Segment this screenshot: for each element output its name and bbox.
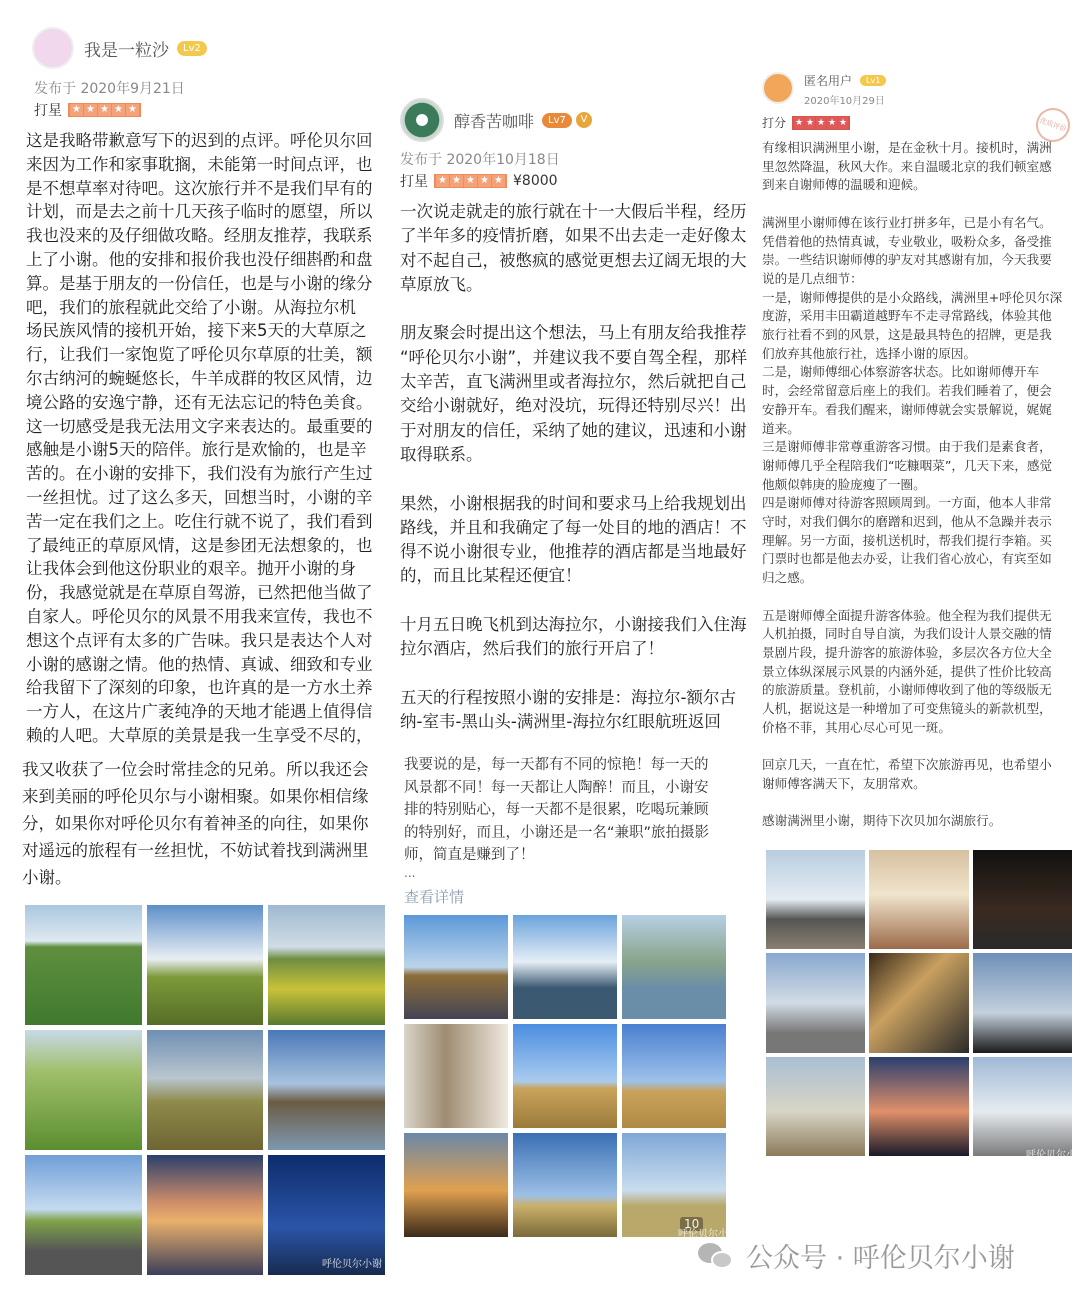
text-line: 谢师傅几乎全程陪我们“吃糠咽菜”，几天下来，感觉 (762, 457, 1053, 473)
review-body (762, 139, 1062, 831)
text-line: 想这个点评有太多的广告味。我只是表达个人对 (26, 630, 373, 650)
text-line: 一是，谢师傅提供的是小众路线，满洲里+呼伦贝尔深 (762, 289, 1063, 305)
user-avatar[interactable] (400, 98, 444, 142)
footer-label: 公众号 · 呼伦贝尔小谢 (746, 1243, 1015, 1274)
text-line: 门票时也都是他去办妥，让我们省心放心，有宾至如 (762, 551, 1052, 567)
text-line: 说的是几点细节： (762, 270, 863, 286)
text-line: 价格不菲，其用心尽心可见一斑。 (762, 719, 951, 735)
review-photo[interactable] (513, 1133, 617, 1237)
review-photo[interactable] (513, 1024, 617, 1128)
photo-grid (25, 905, 385, 1275)
post-date: 发布于 2020年9月21日 (34, 81, 185, 97)
text-line: 果然，小谢根据我的时间和要求马上给我规划出 (400, 493, 747, 513)
text-line: “呼伦贝尔小谢”，并建议我不要自驾全程，那样 (400, 347, 748, 367)
review-photo[interactable] (622, 1133, 726, 1237)
user-name[interactable]: 醇香苦咖啡 (454, 111, 535, 131)
review-card-3 (758, 68, 1078, 1176)
text-line: 计划，而是去之前十几天孩子临时的愿望，所以 (26, 202, 373, 222)
review-photo[interactable] (622, 1024, 726, 1128)
text-line: 满洲里小谢师傅在该行业打拼多年，已是小有名气。 (762, 214, 1052, 230)
review-photo[interactable] (268, 1030, 385, 1150)
text-line: 度游，采用丰田霸道越野车不走寻常路线，体验其他 (762, 308, 1052, 324)
text-line: 一次说走就走的旅行就在十一大假后半程，经历 (400, 202, 747, 221)
text-line: 五天的行程按照小谢的安排是：海拉尔-额尔古 (400, 687, 736, 707)
text-line: 一丝担忧。过了这么多天，回想当时，小谢的辛 (26, 487, 373, 507)
text-line: 我要说的是，每一天都有不同的惊艳！每一天的 (404, 757, 709, 773)
post-date: 发布于 2020年10月18日 (400, 152, 560, 168)
view-details-link[interactable]: 查看详情 (404, 888, 465, 906)
text-line: 他颇似韩庚的脸庞瘦了一圈。 (762, 476, 926, 492)
review-photo[interactable] (147, 1155, 264, 1275)
text-line: 纳-室韦-黑山头-满洲里-海拉尔红眼航班返回 (400, 712, 721, 732)
text-line: 路线，并且和我确定了每一处目的地的酒店！不 (400, 517, 747, 537)
verified-icon: V (576, 112, 592, 128)
text-line: 这一切感受是我无法用文字来表达的。最重要的 (26, 416, 373, 436)
review-photo[interactable] (25, 1155, 142, 1275)
user-avatar[interactable] (32, 27, 74, 69)
text-line: 份，我感觉就是在草原自驾游，已然把他当做了 (26, 583, 373, 603)
ellipsis: ... (404, 866, 416, 880)
text-line: 是不想草率对待吧。这次旅行并不是我们早有的 (26, 178, 373, 198)
text-line: 苦一定在我们之上。吃住行就不说了，我们看到 (26, 511, 373, 531)
review-body (26, 129, 373, 748)
text-line: 五是谢师傅全面提升游客体验。他全程为我们提供无 (762, 607, 1052, 623)
text-line: 场民族风情的接机开始，接下来5天的大草原之 (26, 321, 367, 341)
text-line: 苦的。在小谢的安排下，我们没有为旅行产生过 (26, 464, 373, 484)
rating-label: 打星 (400, 174, 428, 190)
rating (762, 114, 850, 131)
text-line: 草原放飞。 (400, 274, 483, 294)
text-line: 让我体会到他这份职业的艰辛。抛开小谢的身 (26, 559, 356, 579)
photo-grid (766, 850, 1072, 1156)
text-line: 景立体纵深展示风景的内涵外延，提供了性价比较高 (762, 663, 1052, 679)
review-photo[interactable] (869, 1057, 968, 1156)
text-line: 上了小谢。他的安排和报价我也没仔细斟酌和盘 (26, 249, 373, 269)
text-line: 时，会经常留意后座上的我们。若我们睡着了，便会 (762, 383, 1052, 399)
text-line: 凭借着他的热情真诚，专业敬业，吸粉众多，备受推 (762, 233, 1052, 249)
level-badge: Lv1 (860, 75, 886, 86)
rating (34, 100, 141, 120)
text-line: 交给小谢就好，绝对没坑，玩得还特别尽兴！出 (400, 396, 747, 416)
review-photo[interactable] (147, 905, 264, 1025)
text-line: 守时，对我们偶尔的磨蹭和迟到，他从不急躁并表示 (762, 514, 1052, 530)
text-line: 安静开车。看我们醒来，谢师傅就会实景解说，娓娓 (762, 401, 1052, 417)
text-line: 行，让我们一家饱览了呼伦贝尔草原的壮美，额 (26, 345, 373, 365)
review-photo[interactable] (766, 1057, 865, 1156)
text-line: 们放弃其他旅行社，选择小谢的原因。 (762, 345, 977, 361)
user-avatar[interactable] (762, 72, 794, 104)
review-photo[interactable] (869, 953, 968, 1052)
text-line: 三是谢师傅非常尊重游客习惯。由于我们是素食者， (762, 439, 1052, 455)
review-photo[interactable] (973, 1057, 1072, 1156)
review-photo[interactable] (973, 850, 1072, 949)
user-name[interactable]: 我是一粒沙 (84, 40, 169, 61)
star-rating-icon: ★ ★ ★ ★ ★ (68, 103, 141, 117)
rating-label: 打星 (34, 103, 62, 119)
watermark: 呼伦贝尔小谢 (1026, 1150, 1076, 1176)
text-line: 分，如果你对呼伦贝尔有着神圣的向往，如果你 (22, 814, 369, 833)
watermark: 呼伦贝尔小谢 (322, 1259, 382, 1270)
text-line: 给我留下了深刻的印象，也许真的是一方水土养 (26, 678, 373, 698)
text-line: 的旅游质量。登机前，小谢师傅收到了他的等级版无 (762, 682, 1052, 698)
review-photo[interactable] (766, 953, 865, 1052)
text-line: 于对朋友的信任，采纳了她的建议，迅速和小谢 (400, 420, 747, 440)
text-line: 人机拍摄，同时自导自演，为我们设计人景交融的情 (762, 626, 1052, 642)
review-photo[interactable] (404, 1133, 508, 1237)
quality-review-stamp: 优质评价 (1031, 103, 1075, 147)
photo-grid (404, 915, 726, 1237)
review-header (32, 27, 207, 69)
review-photo[interactable] (404, 915, 508, 1019)
text-line: 师，简直是赚到了！ (404, 847, 535, 863)
review-card-1 (22, 25, 387, 1280)
review-body (400, 200, 747, 735)
text-line: 朋友聚会时提出这个想法，马上有朋友给我推荐 (400, 323, 747, 343)
rating-label: 打分 (762, 116, 787, 130)
text-line: 吧，我们的旅程就此交给了小谢。从海拉尔机 (26, 297, 356, 317)
text-line: 境公路的安逸宁静，还有无法忘记的特色美食。 (26, 392, 373, 412)
review-photo[interactable] (25, 1030, 142, 1150)
text-line: 我又收获了一位会时常挂念的兄弟。所以我还会 (22, 760, 369, 779)
text-line: 对不起自己，被憋疯的感觉更想去辽阔无垠的大 (400, 250, 747, 270)
review-photo[interactable] (404, 1024, 508, 1128)
star-rating-icon: ★ ★ ★ ★ ★ (792, 116, 850, 130)
text-line: 到来自谢师傅的温暖和迎候。 (762, 177, 926, 193)
text-line: 有缘相识满洲里小谢，是在金秋十月。接机时，满洲 (762, 140, 1052, 155)
text-line: 景剧片段，提升游客的旅游体验，多层次各方位大全 (762, 644, 1052, 660)
text-line: 来到美丽的呼伦贝尔与小谢相聚。如果你相信缘 (22, 787, 369, 806)
text-line: 了最纯正的草原风情，这是参团无法想象的，也 (26, 535, 373, 555)
level-badge: Lv7 (542, 113, 572, 128)
text-line: 理解。另一方面，接机送机时，帮我们提行李箱。买 (762, 532, 1052, 548)
text-line: 的特别好，而且，小谢还是一名“兼职”旅拍摄影 (404, 824, 710, 841)
level-badge: Lv2 (177, 41, 207, 56)
text-line: 风景都不同！每一天都让人陶醉！而且，小谢安 (404, 779, 709, 796)
photo-count-badge[interactable]: 10 (680, 1217, 703, 1231)
text-line: 感谢满洲里小谢，期待下次贝加尔湖旅行。 (762, 813, 1002, 829)
review-photo[interactable] (25, 905, 142, 1025)
price: ¥8000 (513, 173, 558, 189)
text-line: 感触是小谢5天的陪伴。旅行是欢愉的，也是辛 (26, 440, 367, 460)
text-line: 里忽然降温，秋风大作。来自温暖北京的我们顿室感 (762, 158, 1052, 174)
review-photo[interactable] (268, 905, 385, 1025)
text-line: 太辛苦，直飞满洲里或者海拉尔，然后就把自己 (400, 372, 747, 392)
text-line: 得不说小谢很专业，他推荐的酒店都是当地最好 (400, 542, 747, 562)
review-photo[interactable] (869, 850, 968, 949)
text-line: 四是谢师傅对待游客照顾周到。一方面，他本人非常 (762, 495, 1052, 511)
text-line: 崇。一些结识谢师傅的驴友对其感谢有加，今天我要 (762, 252, 1052, 268)
watermark: 呼伦贝尔小谢 (678, 1229, 738, 1240)
text-line: 二是，谢师傅细心体察游客状态。比如谢师傅开车 (762, 364, 1040, 380)
text-line: 取得联系。 (400, 444, 483, 464)
review-photo[interactable] (622, 915, 726, 1019)
text-line: 来因为工作和家事耽搁，未能第一时间点评，也 (26, 154, 373, 174)
text-line: 道来。 (762, 420, 800, 436)
text-line: 旅行社看不到的风景，这是最具特色的招牌，更是我 (762, 327, 1052, 343)
review-photo[interactable] (766, 850, 865, 949)
review-photo[interactable] (147, 1030, 264, 1150)
footer-account (698, 1236, 1015, 1275)
text-line: 排的特别贴心，每一天都不是很累，吃喝玩兼顾 (404, 802, 709, 818)
text-line: 的，而且比某程还便宜！ (400, 566, 582, 586)
text-line: 了半年多的疫情折磨，如果不出去走一走好像太 (400, 226, 747, 246)
text-line: 这是我略带歉意写下的迟到的点评。呼伦贝尔回 (26, 131, 373, 150)
user-name[interactable]: 匿名用户 (804, 73, 853, 88)
text-line: 回京几天，一直在忙，希望下次旅游再见，也希望小 (762, 757, 1052, 773)
review-card-2 (398, 92, 754, 1242)
text-line: 自家人。呼伦贝尔的风景不用我来宣传，我也不 (26, 606, 373, 626)
review-body-continued (404, 754, 709, 867)
text-line: 归之感。 (762, 570, 813, 586)
text-line: 人机，据说这是一种增加了可变焦镜头的新款机型， (762, 701, 1052, 717)
text-line: 小谢。 (22, 868, 72, 887)
text-line: 对遥远的旅程有一丝担忧，不妨试着找到满洲里 (22, 841, 369, 860)
text-line: 尔古纳河的蜿蜒悠长，牛羊成群的牧区风情，边 (26, 368, 373, 388)
text-line: 拉尔酒店，然后我们的旅行开启了！ (400, 639, 664, 659)
text-line: 谢师傅客满天下，友朋常欢。 (762, 775, 926, 791)
rating (400, 171, 558, 191)
text-line: 赖的人吧。大草原的美景是我一生享受不尽的， (26, 725, 373, 745)
star-rating-icon: ★ ★ ★ ★ ★ (434, 174, 507, 188)
post-date: 2020年10月29日 (804, 96, 885, 107)
review-photo[interactable] (513, 915, 617, 1019)
review-photo[interactable] (973, 953, 1072, 1052)
review-body-continued (22, 756, 369, 891)
text-line: 十月五日晚飞机到达海拉尔，小谢接我们入住海 (400, 615, 747, 635)
text-line: 算。是基于朋友的一份信任，也是与小谢的缘分 (26, 273, 373, 293)
text-line: 我也没来的及仔细做攻略。经朋友推荐，我联系 (26, 226, 373, 246)
text-line: 一方人，在这片广袤纯净的天地才能遇上值得信 (26, 702, 373, 722)
text-line: 小谢的感谢之情。他的热情、真诚、细致和专业 (26, 654, 373, 674)
wechat-icon (698, 1241, 738, 1271)
review-header (400, 98, 592, 142)
